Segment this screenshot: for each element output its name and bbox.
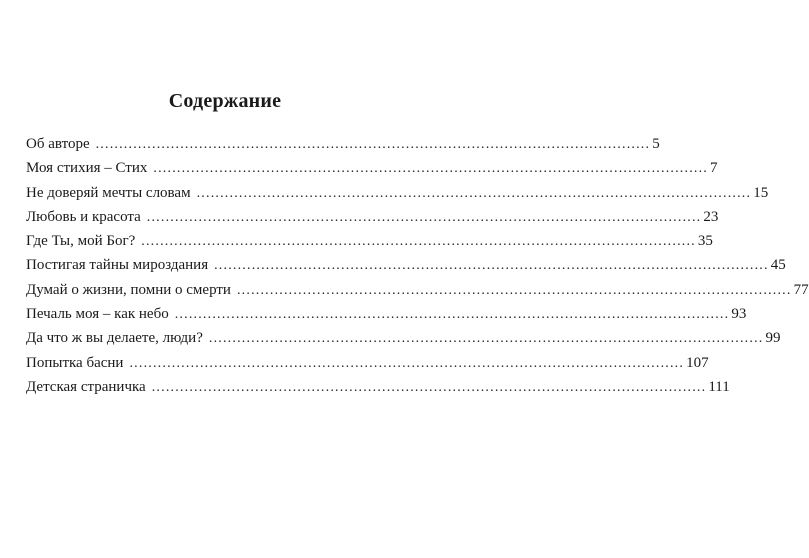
toc-entry-label: Детская страничка [26, 378, 146, 395]
toc-entry[interactable] [26, 229, 713, 253]
toc-entry[interactable] [26, 253, 786, 277]
toc-entry-label: Об авторе [26, 136, 90, 152]
toc-leader-dots: ...................................................................................................................... [153, 161, 708, 177]
toc-leader-dots: ...................................................................................................................... [196, 185, 752, 201]
toc-entry[interactable] [26, 302, 747, 326]
toc-leader-dots: ...................................................................................................................... [236, 282, 792, 298]
table-of-contents [26, 132, 809, 399]
toc-entry-page: 77 [793, 281, 809, 298]
toc-entry-page: 93 [731, 306, 747, 323]
toc-entry[interactable] [26, 278, 809, 302]
toc-leader-dots: ...................................................................................................................... [208, 331, 764, 347]
toc-entry[interactable] [26, 351, 709, 375]
toc-entry-page: 5 [652, 136, 660, 152]
toc-leader-dots: ...................................................................................................................... [141, 234, 696, 250]
toc-entry-label: Где Ты, мой Бог? [26, 233, 136, 250]
toc-entry[interactable] [26, 375, 730, 399]
toc-entry-page: 45 [770, 257, 786, 274]
toc-entry-label: Печаль моя – как небо [26, 306, 169, 323]
toc-entry[interactable] [26, 132, 660, 156]
toc-entry[interactable] [26, 156, 718, 180]
toc-entry-page: 7 [710, 160, 718, 177]
toc-entry[interactable] [26, 181, 769, 205]
toc-entry-page: 15 [753, 184, 769, 201]
toc-leader-dots: ...................................................................................................................... [174, 307, 730, 323]
toc-entry-label: Постигая тайны мироздания [26, 257, 209, 274]
toc-leader-dots: ...................................................................................................................... [129, 355, 685, 371]
toc-entry-label: Моя стихия – Стих [26, 160, 148, 177]
toc-entry[interactable] [26, 326, 781, 350]
toc-leader-dots: ...................................................................................................................... [146, 209, 702, 225]
toc-entry-label: Да что ж вы делаете, люди? [26, 330, 203, 347]
toc-entry-label: Попытка басни [26, 354, 124, 371]
toc-entry-page: 23 [703, 208, 719, 225]
toc-entry[interactable] [26, 205, 719, 229]
page-title: Содержание [168, 90, 282, 112]
toc-leader-dots: ...................................................................................................................... [95, 137, 651, 152]
toc-leader-dots: ...................................................................................................................... [214, 258, 769, 274]
toc-entry-page: 111 [708, 378, 730, 395]
toc-entry-page: 35 [697, 233, 713, 250]
toc-entry-label: Думай о жизни, помни о смерти [26, 281, 231, 298]
toc-entry-label: Любовь и красота [26, 208, 141, 225]
toc-entry-page: 107 [686, 354, 709, 371]
toc-entry-label: Не доверяй мечты словам [26, 184, 191, 201]
toc-entry-page: 99 [765, 330, 781, 347]
toc-leader-dots: ...................................................................................................................... [151, 379, 707, 395]
